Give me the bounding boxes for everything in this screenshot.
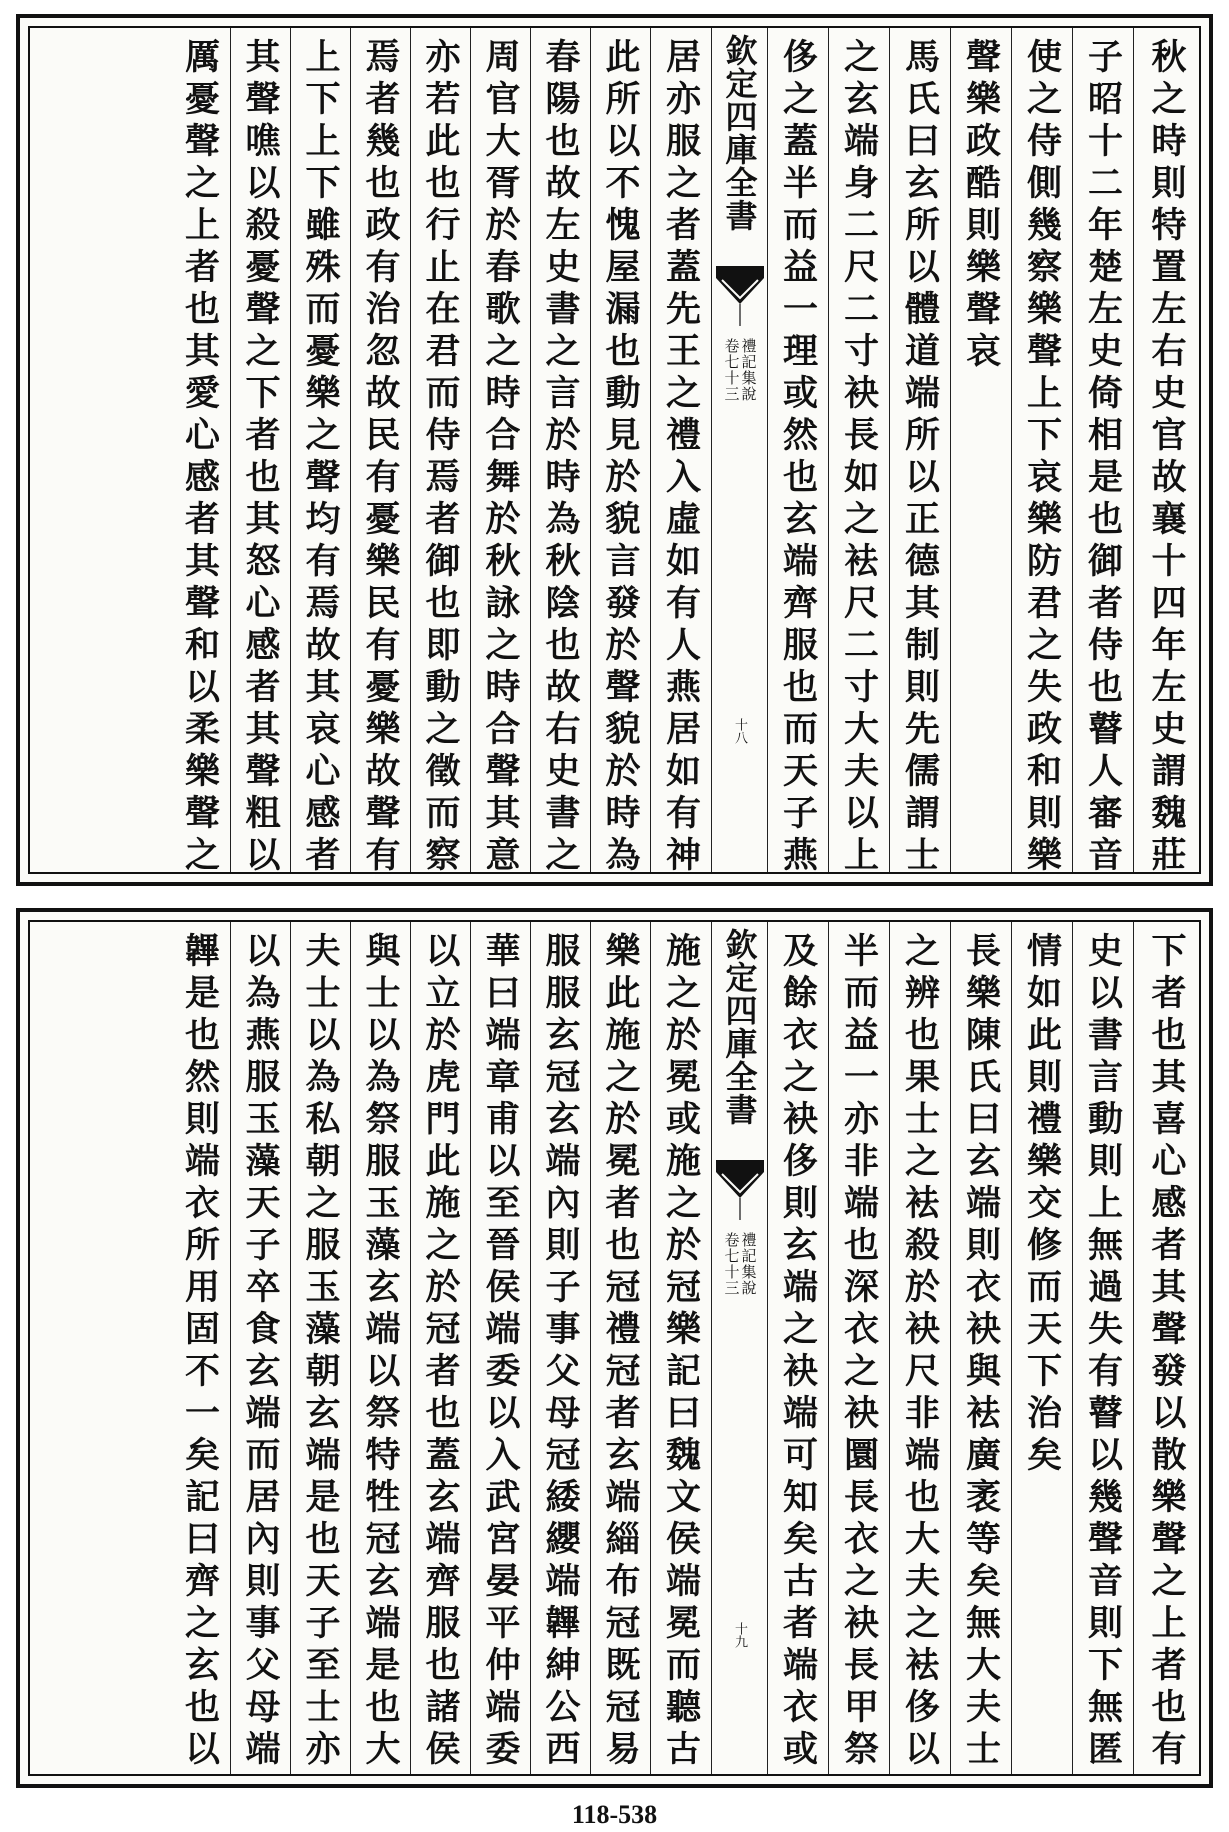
text-column: 其聲噍以殺憂聲之下者也其怒心感者其聲粗以: [230, 28, 290, 872]
text-column: 與士以為祭服玉藻玄端以祭特牲冠玄端是也大: [350, 922, 410, 1774]
page-number: 118-538: [571, 1800, 658, 1829]
text-column: 長樂陳氏曰玄端則衣袂與袪廣袤等矣無大夫士: [950, 922, 1011, 1774]
text-column: 下者也其喜心感者其聲發以散樂聲之上者也有: [1133, 922, 1199, 1774]
text-column: 情如此則禮樂交修而天下治矣: [1011, 922, 1072, 1774]
text-column: 居亦服之者蓋先王之禮入虛如有人燕居如有神: [650, 28, 711, 872]
text-column: 及餘衣之袂侈則玄端之袂端可知矣古者端衣或: [767, 922, 828, 1774]
book-title: 欽定四庫全書: [720, 928, 759, 1126]
text-column: 馬氏曰玄所以體道端所以正德其制則先儒謂士: [889, 28, 950, 872]
chapter-label: 卷七十三 禮記集說: [722, 1232, 758, 1296]
text-column: 周官大胥於春歌之時合舞於秋詠之時合聲其意: [470, 28, 530, 872]
page-top: [16, 14, 1213, 886]
text-column: 服服玄冠玄端內則子事父母冠緌纓端韠紳公西: [530, 922, 590, 1774]
text-column: 春陽也故左史書之言於時為秋陰也故右史書之: [530, 28, 590, 872]
text-column: 以立於虎門此施之於冠者也蓋玄端齊服也諸侯: [410, 922, 470, 1774]
text-column: 半而益一亦非端也深衣之袂圜長衣之袂長甲祭: [828, 922, 889, 1774]
text-column: 秋之時則特置左右史官故襄十四年左史謂魏莊: [1133, 28, 1199, 872]
text-column: 以為燕服玉藻天子卒食玄端而居內則事父母端: [230, 922, 290, 1774]
chapter-label: 卷七十三 禮記集說: [722, 338, 758, 402]
folio-number: 十九: [732, 1622, 747, 1648]
fish-tail-mark-icon: [716, 1160, 764, 1220]
text-column: 厲憂聲之上者也其愛心感者其聲和以柔樂聲之: [179, 38, 221, 878]
text-column: 之玄端身二尺二寸袂長如之袪尺二寸大夫以上: [828, 28, 889, 872]
folio-number: 十八: [732, 718, 747, 744]
text-column: 史以書言動則上無過失有瞽以幾聲音則下無匿: [1072, 922, 1133, 1774]
text-column: 子昭十二年楚左史倚相是也御者侍也瞽人審音: [1072, 28, 1133, 872]
text-column: 焉者幾也政有治忽故民有憂樂民有憂樂故聲有: [350, 28, 410, 872]
text-column: 侈之蓋半而益一理或然也玄端齊服也而天子燕: [767, 28, 828, 872]
text-column: 樂此施之於冕者也冠禮冠者玄端緇布冠既冠易: [590, 922, 650, 1774]
page-frame: [28, 26, 1201, 878]
text-column: 施之於冕或施之於冠樂記曰魏文侯端冕而聽古: [650, 922, 711, 1774]
page-bottom: [16, 908, 1213, 1788]
text-column: 亦若此也行止在君而侍焉者御也即動之徵而察: [410, 28, 470, 872]
text-column: 上下上下雖殊而憂樂之聲均有焉故其哀心感者: [290, 28, 350, 872]
text-column: 使之侍側幾察樂聲上下哀樂防君之失政和則樂: [1011, 28, 1072, 872]
text-column: 之辨也果士之袪殺於袂尺非端也大夫之袪侈以: [889, 922, 950, 1774]
text-column: 聲樂政酷則樂聲哀: [950, 28, 1011, 872]
text-column: 華曰端章甫以至晉侯端委以入武宮晏平仲端委: [470, 922, 530, 1774]
center-column: [711, 922, 767, 1774]
book-title: 欽定四庫全書: [720, 34, 759, 232]
text-column: 夫士以為私朝之服玉藻朝玄端是也天子至士亦: [290, 922, 350, 1774]
center-column: [711, 28, 767, 872]
page-frame: [28, 920, 1201, 1776]
fish-tail-mark-icon: [716, 266, 764, 326]
text-column: 此所以不愧屋漏也動見於貌言發於聲貌於時為: [590, 28, 650, 872]
text-column: 韠是也然則端衣所用固不一矣記曰齊之玄也以: [179, 932, 221, 1772]
